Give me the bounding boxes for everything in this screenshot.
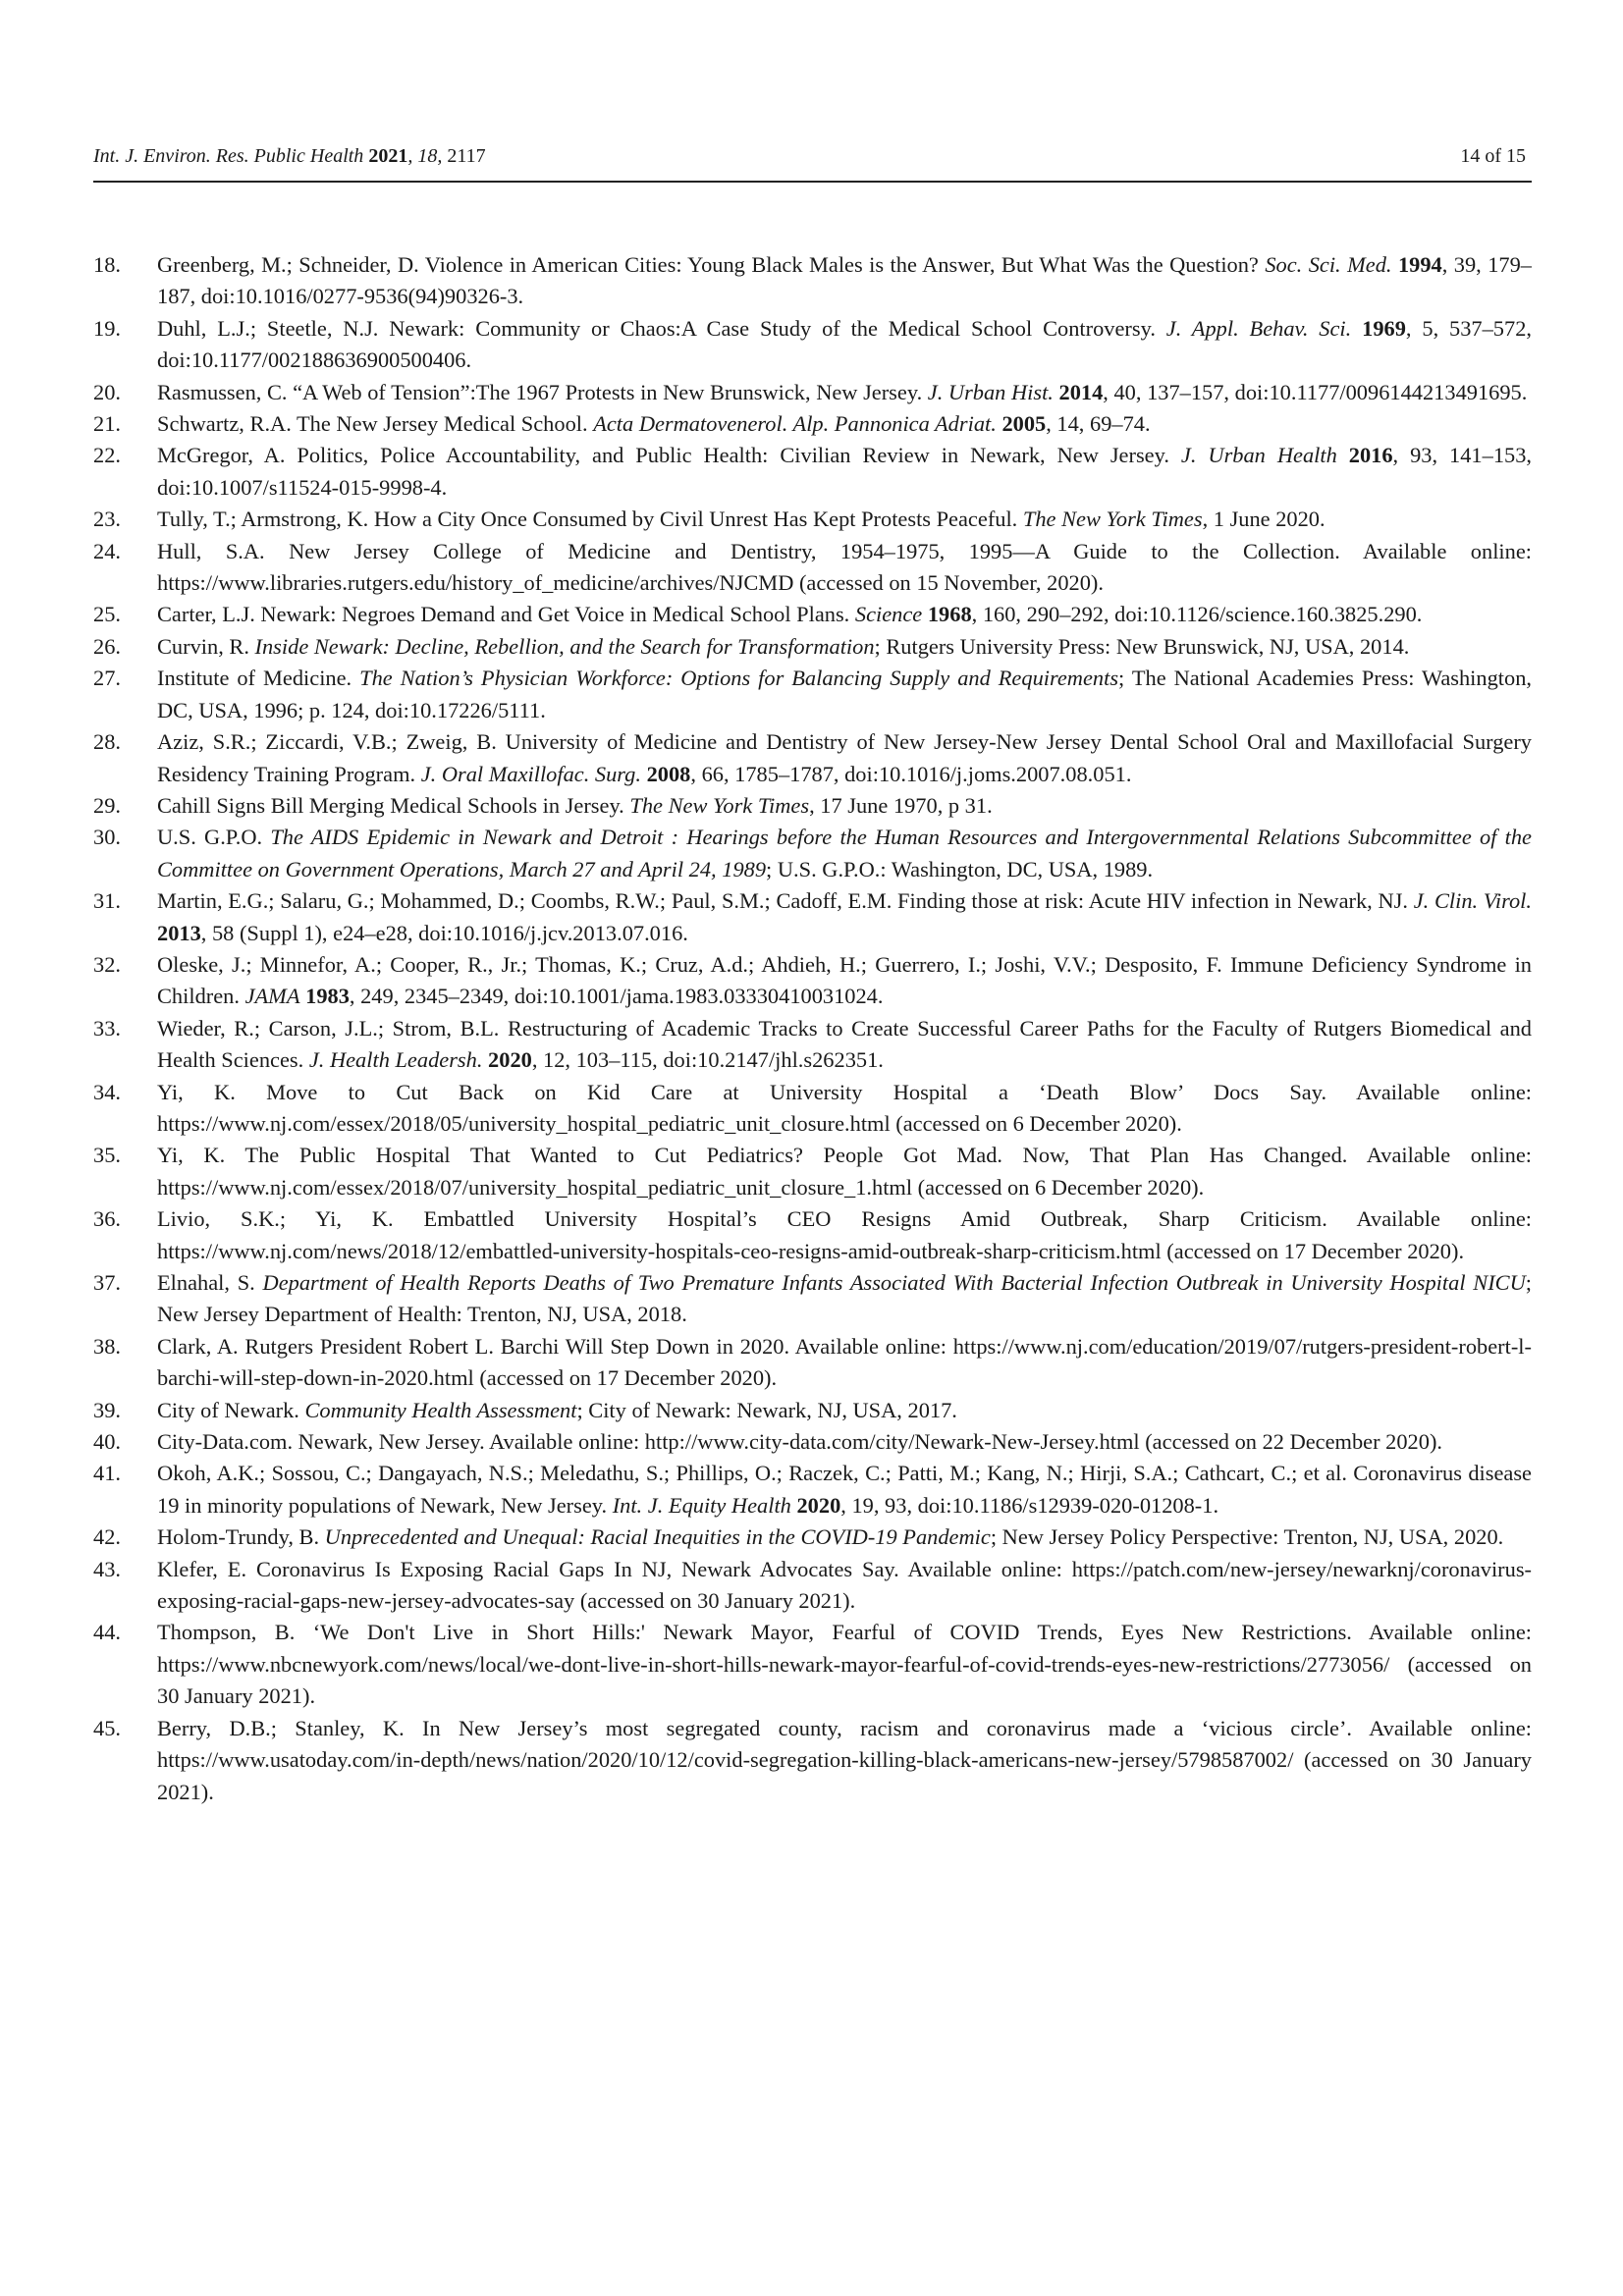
reference-item (93, 663, 1532, 726)
reference-item (93, 249, 1532, 313)
reference-item (93, 949, 1532, 1013)
reference-segment: Berry, D.B.; Stanley, K. In New Jersey’s most segregated county, racism and coronavirus made a ‘vicious circle’. Available online: https://www.usatoday.com/in-depth/news/nation/2020/10/12/covid-segregation-killing-black-americans-new-jersey/5798587002/ (accessed on 30 January 2021). (157, 1715, 1532, 1804)
reference-text (157, 536, 1532, 600)
reference-year: 2020 (488, 1047, 532, 1073)
reference-segment: Aziz, S.R.; Ziccardi, V.B.; Zweig, B. University of Medicine and Dentistry of New Jersey-New Jersey Dental School Oral and Maxillofacial Surgery Residency Training Program. (157, 729, 1532, 786)
reference-item (93, 1617, 1532, 1712)
reference-segment: , 66, 1785–1787, doi:10.1016/j.joms.2007.08.051. (690, 761, 1132, 786)
reference-segment: Schwartz, R.A. The New Jersey Medical School. (157, 411, 594, 437)
reference-item (93, 1713, 1532, 1808)
reference-item (93, 726, 1532, 790)
reference-year: 2014 (1058, 379, 1104, 404)
reference-source: J. Urban Hist. (927, 379, 1054, 404)
reference-number: 19. (93, 315, 121, 341)
reference-item (93, 885, 1532, 949)
reference-segment: McGregor, A. Politics, Police Accountability, and Public Health: Civilian Review in Newark, New Jersey. (157, 443, 1181, 468)
reference-list (93, 249, 1532, 1808)
reference-segment: Hull, S.A. New Jersey College of Medicine and Dentistry, 1954–1975, 1995—A Guide to the Collection. Available online: https://www.libraries.rutgers.edu/history_of_medicine/archives/NJCMD (accessed on 15 November, 2020). (157, 538, 1532, 596)
reference-segment (1351, 316, 1362, 341)
reference-item (93, 790, 1532, 822)
reference-number: 39. (93, 1397, 121, 1422)
reference-source: J. Appl. Behav. Sci. (1165, 315, 1352, 341)
reference-segment: Okoh, A.K.; Sossou, C.; Dangayach, N.S.; Meledathu, S.; Phillips, O.; Raczek, C.; Patti, M.; Kang, N.; Hirji, S.A.; Cathcart, C.; et al. Coronavirus disease 19 in minority populations of Newark, New Jersey. (157, 1461, 1532, 1518)
reference-segment (1337, 443, 1349, 467)
reference-number: 24. (93, 538, 121, 563)
reference-year: 1968 (927, 602, 972, 627)
reference-number: 20. (93, 379, 121, 404)
reference-text (157, 1331, 1532, 1395)
reference-text (157, 440, 1532, 504)
reference-number: 36. (93, 1206, 121, 1232)
reference-text (157, 1013, 1532, 1077)
reference-segment: , 58 (Suppl 1), e24–e28, doi:10.1016/j.jcv.2013.07.016. (200, 920, 688, 945)
reference-item (93, 536, 1532, 600)
reference-number: 34. (93, 1079, 121, 1104)
reference-text (157, 1458, 1532, 1522)
reference-segment: Carter, L.J. Newark: Negroes Demand and Get Voice in Medical School Plans. (157, 602, 855, 627)
reference-text (157, 1077, 1532, 1141)
reference-segment: , 12, 103–115, doi:10.2147/jhl.s262351. (531, 1047, 884, 1073)
reference-segment: Yi, K. The Public Hospital That Wanted to Cut Pediatrics? People Got Mad. Now, That Plan Has Changed. Available online: https://www.nj.com/essex/2018/07/university_hospital_pediatric_unit_closure_1.html (accessed on 6 December 2020). (157, 1143, 1532, 1200)
reference-segment: ; The National Academies Press: Washington, DC, USA, 1996; p. 124, doi:10.17226/5111. (157, 666, 1533, 722)
reference-segment: , 40, 137–157, doi:10.1177/0096144213491695. (1103, 379, 1528, 404)
reference-segment: , 14, 69–74. (1046, 411, 1151, 437)
reference-source: Community Health Assessment (304, 1397, 577, 1422)
reference-year: 1983 (305, 984, 350, 1009)
reference-segment: U.S. G.P.O. (157, 825, 271, 850)
reference-text (157, 726, 1532, 790)
reference-segment: City of Newark. (157, 1397, 305, 1422)
reference-source: J. Oral Maxillofac. Surg. (420, 761, 641, 786)
reference-segment: Wieder, R.; Carson, J.L.; Strom, B.L. Restructuring of Academic Tracks to Create Successful Career Paths for the Faculty of Rutgers Biomedical and Health Sciences. (157, 1015, 1532, 1073)
reference-source: The AIDS Epidemic in Newark and Detroit : Hearings before the Human Resources and Intergovernmental Relations Subcommittee of the Committee on Government Operations, March 27 and April 24, 1989 (157, 825, 1532, 881)
reference-source: Unprecedented and Unequal: Racial Inequities in the COVID-19 Pandemic (324, 1524, 991, 1550)
reference-year: 2016 (1348, 443, 1393, 468)
reference-segment: Tully, T.; Armstrong, K. How a City Once Consumed by Civil Unrest Has Kept Protests Peaceful. (157, 507, 1023, 532)
reference-text (157, 1713, 1532, 1808)
reference-text (157, 249, 1532, 313)
reference-text (157, 504, 1532, 535)
reference-item (93, 631, 1532, 663)
reference-segment: , 1 June 2020. (1202, 507, 1325, 532)
reference-text (157, 822, 1532, 885)
reference-year: 1994 (1397, 252, 1442, 277)
reference-segment: Cahill Signs Bill Merging Medical Schools in Jersey. (157, 792, 630, 818)
reference-text (157, 885, 1532, 949)
reference-segment: ; New Jersey Policy Perspective: Trenton, NJ, USA, 2020. (990, 1524, 1504, 1550)
reference-segment: , 160, 290–292, doi:10.1126/science.160.3825.290. (971, 602, 1423, 627)
reference-number: 25. (93, 602, 121, 627)
reference-item (93, 440, 1532, 504)
reference-source: Department of Health Reports Deaths of Two Premature Infants Associated With Bacterial Infection Outbreak in University Hospital NICU (262, 1270, 1526, 1295)
journal-volume: 18 (417, 145, 438, 167)
reference-number: 26. (93, 633, 121, 659)
reference-item (93, 408, 1532, 440)
reference-segment: Greenberg, M.; Schneider, D. Violence in American Cities: Young Black Males is the Answer, But What Was the Question? (157, 252, 1266, 277)
reference-number: 28. (93, 729, 121, 755)
reference-text (157, 1140, 1532, 1203)
reference-number: 27. (93, 666, 121, 691)
reference-text (157, 377, 1532, 408)
reference-item (93, 377, 1532, 408)
reference-source: Science (854, 602, 923, 627)
reference-number: 31. (93, 888, 121, 914)
reference-segment: Institute of Medicine. (157, 666, 360, 691)
reference-item (93, 1395, 1532, 1426)
page-header (93, 137, 1532, 183)
reference-text (157, 1267, 1532, 1331)
reference-segment: ; City of Newark: Newark, NJ, USA, 2017. (576, 1397, 957, 1422)
reference-item (93, 1140, 1532, 1203)
reference-source: J. Urban Health (1180, 443, 1337, 468)
reference-text (157, 949, 1532, 1013)
reference-number: 38. (93, 1333, 121, 1359)
reference-text (157, 790, 1532, 822)
reference-segment: Elnahal, S. (157, 1270, 263, 1295)
reference-item (93, 504, 1532, 535)
reference-item (93, 1426, 1532, 1458)
reference-number: 22. (93, 443, 121, 468)
reference-segment: , 19, 93, doi:10.1186/s12939-020-01208-1. (840, 1492, 1219, 1518)
reference-segment: Rasmussen, C. “A Web of Tension”:The 1967 Protests in New Brunswick, New Jersey. (157, 379, 928, 404)
reference-text (157, 663, 1532, 726)
reference-item (93, 1458, 1532, 1522)
reference-text (157, 313, 1532, 377)
reference-source: Soc. Sci. Med. (1265, 252, 1392, 277)
reference-segment: Yi, K. Move to Cut Back on Kid Care at University Hospital a ‘Death Blow’ Docs Say. Available online: https://www.nj.com/essex/2018/05/university_hospital_pediatric_unit_closure.html (accessed on 6 December 2020). (157, 1079, 1532, 1136)
reference-segment: Clark, A. Rutgers President Robert L. Barchi Will Step Down in 2020. Available online: https://www.nj.com/education/2019/07/rutgers-president-robert-l-barchi-will-step-down-in-2020.html (accessed on 17 December 2020). (157, 1333, 1532, 1391)
reference-text (157, 1617, 1532, 1712)
reference-text (157, 1554, 1532, 1618)
reference-segment: ; New Jersey Department of Health: Trenton, NJ, USA, 2018. (157, 1270, 1533, 1327)
reference-year: 2005 (1001, 411, 1047, 437)
reference-segment: Livio, S.K.; Yi, K. Embattled University Hospital’s CEO Resigns Amid Outbreak, Sharp Criticism. Available online: https://www.nj.com/news/2018/12/embattled-university-hospitals-ceo-resigns-amid-outbreak-sharp-criticism.html (accessed on 17 December 2020). (157, 1206, 1532, 1263)
reference-year: 2008 (646, 761, 691, 786)
journal-year: 2021 (368, 145, 408, 167)
reference-segment: Oleske, J.; Minnefor, A.; Cooper, R., Jr.; Thomas, K.; Cruz, A.d.; Ahdieh, H.; Guerrero, I.; Joshi, V.V.; Desposito, F. Immune Deficiency Syndrome in Children. (157, 951, 1532, 1009)
reference-number: 40. (93, 1429, 121, 1455)
reference-item (93, 1267, 1532, 1331)
reference-number: 45. (93, 1715, 121, 1740)
reference-segment: ; U.S. G.P.O.: Washington, DC, USA, 1989. (766, 856, 1154, 881)
reference-item (93, 1331, 1532, 1395)
reference-item (93, 822, 1532, 885)
reference-segment: Duhl, L.J.; Steetle, N.J. Newark: Community or Chaos:A Case Study of the Medical School Controversy. (157, 315, 1166, 341)
reference-source: J. Clin. Virol. (1413, 888, 1532, 914)
reference-text (157, 1203, 1532, 1267)
reference-number: 32. (93, 951, 121, 977)
reference-year: 1969 (1362, 315, 1406, 341)
journal-article: 2117 (447, 145, 486, 167)
reference-item (93, 1554, 1532, 1618)
reference-item (93, 1013, 1532, 1077)
reference-source: Int. J. Equity Health (612, 1492, 791, 1518)
reference-segment: , 5, 537–572, doi:10.1177/002188636900500406. (157, 315, 1532, 373)
reference-segment: , 249, 2345–2349, doi:10.1001/jama.1983.03330410031024. (349, 984, 884, 1009)
reference-text (157, 599, 1532, 630)
journal-name: Int. J. Environ. Res. Public Health (93, 145, 364, 167)
reference-number: 29. (93, 792, 121, 818)
reference-text (157, 1522, 1532, 1553)
reference-segment: Holom-Trundy, B. (157, 1524, 325, 1550)
reference-item (93, 599, 1532, 630)
reference-source: The New York Times (629, 792, 810, 818)
reference-year: 2013 (157, 920, 201, 945)
reference-segment: , 93, 141–153, doi:10.1007/s11524-015-9998-4. (157, 443, 1533, 500)
reference-segment: Thompson, B. ‘We Don't Live in Short Hills:' Newark Mayor, Fearful of COVID Trends, Eyes New Restrictions. Available online: https://www.nbcnewyork.com/news/local/we-dont-live-in-short-hills-newark-mayor-fearful-of-covid-trends-eyes-new-restrictions/2773056/ (accessed on 30 January 2021). (157, 1620, 1532, 1709)
reference-number: 35. (93, 1143, 121, 1168)
reference-number: 21. (93, 411, 121, 437)
reference-source: J. Health Leadersh. (308, 1047, 483, 1073)
reference-number: 41. (93, 1461, 121, 1486)
reference-number: 37. (93, 1270, 121, 1295)
journal-citation: Int. J. Environ. Res. Public Health 2021, 18, 2117 (93, 145, 486, 167)
reference-source: Acta Dermatovenerol. Alp. Pannonica Adriat. (593, 411, 997, 437)
reference-number: 33. (93, 1015, 121, 1041)
reference-text (157, 631, 1532, 663)
reference-source: The New York Times (1022, 507, 1203, 532)
reference-item (93, 1077, 1532, 1141)
reference-number: 42. (93, 1524, 121, 1550)
reference-segment: Klefer, E. Coronavirus Is Exposing Racial Gaps In NJ, Newark Advocates Say. Available online: https://patch.com/new-jersey/newarknj/coronavirus-exposing-racial-gaps-new-jersey-advocates-say (accessed on 30 January 2021). (157, 1556, 1532, 1614)
reference-number: 18. (93, 252, 121, 277)
reference-number: 30. (93, 825, 121, 850)
page-number: 14 of 15 (1460, 145, 1526, 167)
reference-year: 2020 (796, 1492, 841, 1518)
reference-number: 23. (93, 507, 121, 532)
reference-text (157, 408, 1532, 440)
reference-segment: ; Rutgers University Press: New Brunswick, NJ, USA, 2014. (874, 633, 1410, 659)
reference-segment: Curvin, R. (157, 633, 255, 659)
reference-item (93, 1522, 1532, 1553)
reference-text (157, 1426, 1532, 1458)
reference-item (93, 313, 1532, 377)
reference-segment: , 39, 179–187, doi:10.1016/0277-9536(94)90326-3. (157, 252, 1533, 309)
reference-segment: Martin, E.G.; Salaru, G.; Mohammed, D.; Coombs, R.W.; Paul, S.M.; Cadoff, E.M. Finding those at risk: Acute HIV infection in Newark, NJ. (157, 888, 1414, 914)
reference-source: JAMA (244, 984, 300, 1009)
reference-number: 43. (93, 1556, 121, 1581)
reference-source: The Nation’s Physician Workforce: Options for Balancing Supply and Requirements (359, 666, 1119, 691)
reference-item (93, 1203, 1532, 1267)
reference-source: Inside Newark: Decline, Rebellion, and the Search for Transformation (254, 633, 875, 659)
reference-number: 44. (93, 1620, 121, 1645)
reference-text (157, 1395, 1532, 1426)
reference-segment: City-Data.com. Newark, New Jersey. Available online: http://www.city-data.com/city/Newark-New-Jersey.html (accessed on 22 December 2020). (157, 1429, 1442, 1455)
reference-segment: , 17 June 1970, p 31. (809, 792, 993, 818)
